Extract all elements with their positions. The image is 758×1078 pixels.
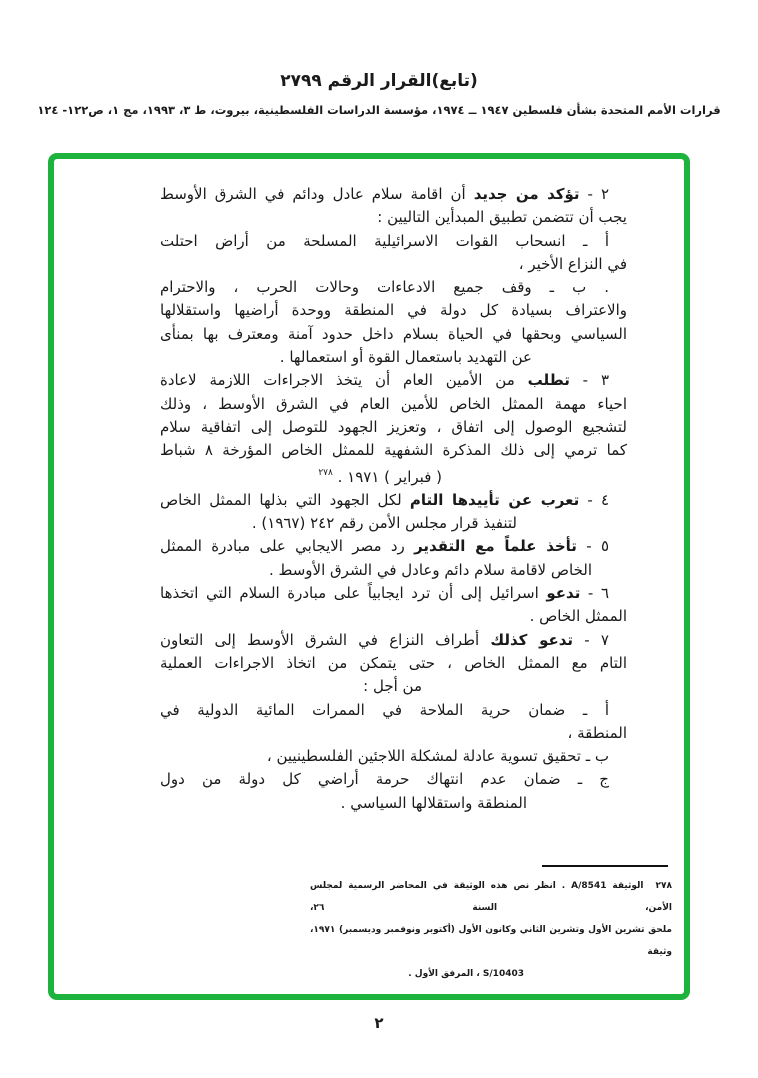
text-segment: أطراف النزاع في الشرق الأوسط إلى التعاون bbox=[160, 630, 491, 649]
source-citation-line: قرارات الأمم المتحدة بشأن فلسطين ١٩٤٧ ــ ١٩٧٤، مؤسسة الدراسات الفلسطينية، بيروت، ط ٣، ١٩٩٣، مج ١، ص١٢٢- ١٢٤ bbox=[37, 103, 721, 117]
footnote-line bbox=[310, 919, 672, 963]
text-segment: رد مصر الايجابي على مبادرة الممثل bbox=[160, 537, 415, 556]
text-segment: من الأمين العام أن يتخذ الاجراءات اللازمة لاعادة bbox=[160, 371, 528, 390]
text-segment: تعرب عن تأييدها التام bbox=[409, 490, 580, 509]
text-segment: لتشجيع الوصول إلى اتفاق ، وتعزيز الجهود للتوصل إلى اتفاقية سلام bbox=[160, 417, 627, 436]
highlight-border-box bbox=[48, 153, 690, 1000]
clause-2b-line bbox=[160, 299, 627, 322]
clause-2a-line bbox=[160, 230, 627, 253]
clause-6-line bbox=[160, 605, 627, 628]
clause-4-line bbox=[160, 489, 627, 512]
text-segment: المنطقة واستقلالها السياسي . bbox=[340, 793, 527, 812]
page-number: ٢ bbox=[374, 1014, 384, 1032]
text-segment: احياء مهمة الممثل الخاص للأمين العام في الشرق الأوسط ، وذلك bbox=[160, 394, 627, 413]
clause-3-line bbox=[160, 416, 627, 439]
text-segment: ٥ - bbox=[576, 537, 609, 556]
text-segment: ٤ - bbox=[579, 490, 610, 509]
text-segment: ٣ - bbox=[569, 371, 609, 390]
clause-5-line bbox=[160, 535, 627, 558]
text-segment: اسرائيل إلى أن ترد ايجابياً على مبادرة السلام التي اتخذها bbox=[160, 584, 547, 603]
clause-2-line bbox=[160, 183, 627, 206]
text-segment: تطلب bbox=[527, 371, 570, 390]
text-segment: تدعو كذلك bbox=[490, 630, 574, 649]
text-segment: ٧ - bbox=[573, 630, 609, 649]
clause-7c-line bbox=[160, 792, 627, 815]
text-segment: والاعتراف بسيادة كل دولة في المنطقة ووحدة أراضيها واستقلالها bbox=[160, 301, 627, 320]
text-segment: التام مع الممثل الخاص ، حتى يتمكن من اتخاذ الاجراءات العملية bbox=[160, 653, 627, 672]
text-segment: أن اقامة سلام عادل ودائم في الشرق الأوسط bbox=[160, 185, 474, 203]
document-body bbox=[160, 183, 627, 815]
clause-2b-line bbox=[160, 346, 627, 369]
clause-2b-line bbox=[160, 276, 627, 299]
text-segment: يجب أن تتضمن تطبيق المبدأين التاليين : bbox=[377, 208, 627, 227]
clause-3-line bbox=[160, 393, 627, 416]
footnote-divider bbox=[542, 865, 668, 867]
text-segment: السياسي وبحقها في الحياة بسلام داخل حدود آمنة ومعترف بها بمنأى bbox=[160, 324, 627, 343]
text-segment: عن التهديد باستعمال القوة أو استعمالها . bbox=[279, 348, 532, 367]
text-segment: ٢ - bbox=[579, 185, 609, 203]
clause-2-line bbox=[160, 206, 627, 229]
clause-7-line bbox=[160, 629, 627, 652]
clause-7a-line bbox=[160, 699, 627, 722]
clause-7a-line bbox=[160, 722, 627, 745]
text-segment: كما ترمي إلى ذلك المذكرة الشفهية للممثل الخاص المؤرخة ٨ شباط bbox=[160, 441, 627, 460]
clause-3-line bbox=[160, 439, 627, 462]
clause-3-line bbox=[160, 463, 627, 489]
clause-2a-line bbox=[160, 253, 627, 276]
text-segment: الممثل الخاص . bbox=[529, 607, 627, 626]
text-segment: لتنفيذ قرار مجلس الأمن رقم ٢٤٢ (١٩٦٧) . bbox=[251, 514, 517, 533]
text-segment: ( فبراير ) ١٩٧١ . bbox=[332, 467, 442, 486]
clause-3-line bbox=[160, 369, 627, 392]
text-segment: الخاص لاقامة سلام دائم وعادل في الشرق الأوسط . bbox=[268, 560, 592, 579]
clause-7-line bbox=[160, 675, 627, 698]
text-segment: تؤكد من جديد bbox=[473, 185, 580, 203]
footnote-number: ٢٧٨ bbox=[655, 881, 672, 891]
text-segment: في النزاع الأخير ، bbox=[518, 254, 627, 273]
text-segment: تأخذ علماً مع التقدير bbox=[414, 537, 577, 556]
text-segment: . ب ـ وقف جميع الادعاءات وحالات الحرب ، والاحترام bbox=[160, 278, 609, 297]
clause-7b-line bbox=[160, 745, 627, 768]
footnote-reference-superscript: ٢٧٨ bbox=[318, 467, 333, 478]
text-segment: أ ـ انسحاب القوات الاسرائيلية المسلحة من أراض احتلت bbox=[160, 231, 609, 250]
text-segment: ج ـ ضمان عدم انتهاك حرمة أراضي كل دولة من دول bbox=[160, 770, 609, 789]
footnote-block bbox=[310, 875, 672, 985]
footnote-line bbox=[310, 963, 672, 985]
text-segment: المنطقة ، bbox=[567, 723, 627, 742]
clause-4-line bbox=[160, 512, 627, 535]
clause-7-line bbox=[160, 652, 627, 675]
text-segment: لكل الجهود التي بذلها الممثل الخاص bbox=[160, 490, 410, 509]
text-segment: تدعو bbox=[546, 584, 581, 603]
text-segment: S/10403 ، المرفق الأول . bbox=[408, 969, 524, 979]
text-segment: الوثيقة A/8541 . انظر نص هذه الوثيقة في المحاضر الرسمية لمجلس الأمن، السنة ٢٦، bbox=[310, 881, 672, 913]
clause-5-line bbox=[160, 559, 627, 582]
footnote-line bbox=[310, 875, 672, 919]
text-segment: ب ـ تحقيق تسوية عادلة لمشكلة اللاجئين الفلسطينيين ، bbox=[266, 747, 609, 766]
text-segment: أ ـ ضمان حرية الملاحة في الممرات المائية الدولية في bbox=[160, 700, 609, 719]
clause-2b-line bbox=[160, 323, 627, 346]
clause-7c-line bbox=[160, 768, 627, 791]
text-segment: من أجل : bbox=[363, 677, 422, 696]
text-segment: ملحق تشرين الأول وتشرين الثاني وكانون الأول (أكتوبر ونوفمبر وديسمبر) ١٩٧١، وثيقة bbox=[310, 925, 672, 957]
clause-6-line bbox=[160, 582, 627, 605]
page-title: (تابع)القرار الرقم ٢٧٩٩ bbox=[280, 71, 478, 91]
text-segment: ٦ - bbox=[580, 584, 609, 603]
